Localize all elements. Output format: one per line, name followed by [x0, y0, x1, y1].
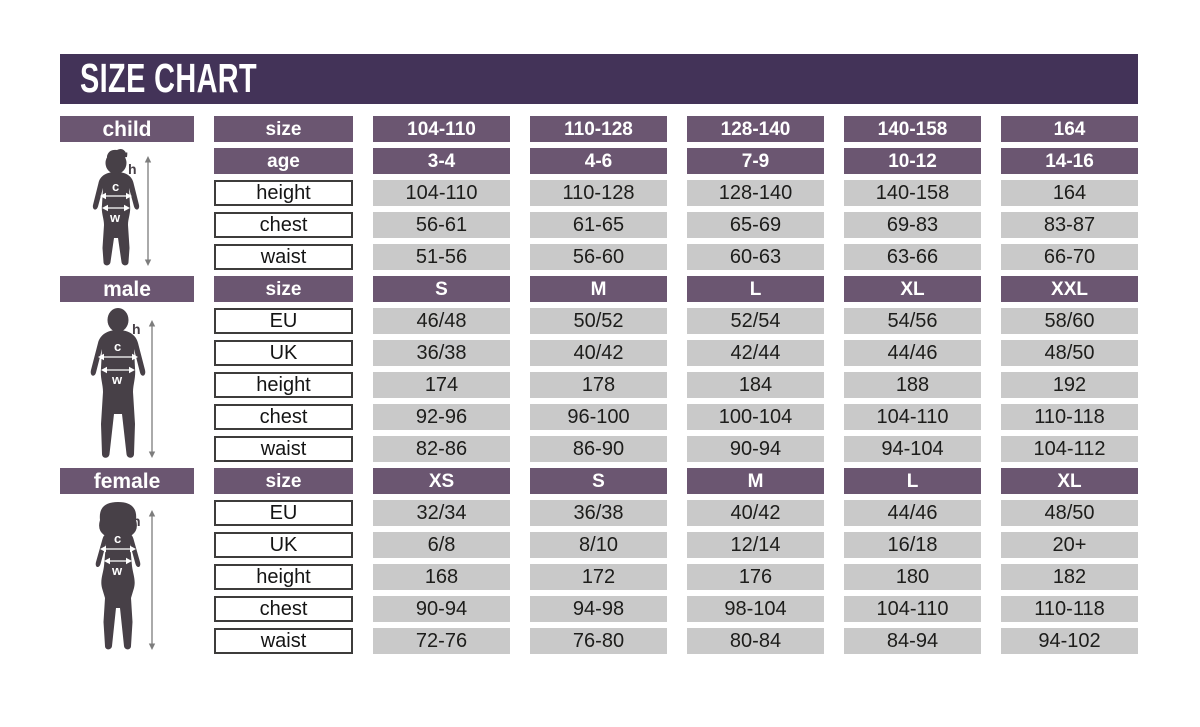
data-cell: 8/10	[530, 532, 667, 558]
size-header-cell: 140-158	[844, 116, 981, 142]
size-table-child	[60, 116, 1138, 270]
svg-text:h: h	[132, 321, 141, 337]
data-cell: 63-66	[844, 244, 981, 270]
size-header-cell: XS	[373, 468, 510, 494]
section-label-child: child	[60, 116, 194, 142]
size-table-female	[60, 468, 1138, 654]
data-cell: 42/44	[687, 340, 824, 366]
data-cell: 46/48	[373, 308, 510, 334]
data-cell: 184	[687, 372, 824, 398]
row-label-height: height	[214, 564, 353, 590]
data-cell: 72-76	[373, 628, 510, 654]
data-cell: 92-96	[373, 404, 510, 430]
svg-text:c: c	[112, 179, 120, 194]
size-row-label: size	[214, 468, 353, 494]
row-label-chest: chest	[214, 596, 353, 622]
data-cell: 20+	[1001, 532, 1138, 558]
data-cell: 76-80	[530, 628, 667, 654]
data-cell: 104-112	[1001, 436, 1138, 462]
data-cell: 178	[530, 372, 667, 398]
data-cell: 83-87	[1001, 212, 1138, 238]
title-bar	[60, 54, 1138, 104]
data-cell: 56-60	[530, 244, 667, 270]
data-cell: 40/42	[530, 340, 667, 366]
section-label-male: male	[60, 276, 194, 302]
size-header-cell: XXL	[1001, 276, 1138, 302]
data-cell: 36/38	[373, 340, 510, 366]
female-silhouette-icon	[60, 500, 194, 654]
data-cell: 56-61	[373, 212, 510, 238]
size-header-cell: 110-128	[530, 116, 667, 142]
data-cell: 182	[1001, 564, 1138, 590]
data-cell: 50/52	[530, 308, 667, 334]
row-label-age: age	[214, 148, 353, 174]
data-cell: 65-69	[687, 212, 824, 238]
row-label-uk: UK	[214, 532, 353, 558]
data-cell: 66-70	[1001, 244, 1138, 270]
data-cell: 6/8	[373, 532, 510, 558]
row-label-eu: EU	[214, 500, 353, 526]
data-cell: 168	[373, 564, 510, 590]
data-cell: 60-63	[687, 244, 824, 270]
data-cell: 94-102	[1001, 628, 1138, 654]
data-cell: 80-84	[687, 628, 824, 654]
row-label-chest: chest	[214, 404, 353, 430]
data-cell: 36/38	[530, 500, 667, 526]
data-cell: 32/34	[373, 500, 510, 526]
data-cell: 104-110	[844, 596, 981, 622]
data-cell: 90-94	[373, 596, 510, 622]
page-title: SIZE CHART	[80, 55, 258, 101]
row-label-eu: EU	[214, 308, 353, 334]
size-header-cell: L	[687, 276, 824, 302]
svg-text:h: h	[132, 513, 141, 529]
svg-text:w: w	[110, 210, 121, 225]
data-cell: 16/18	[844, 532, 981, 558]
size-header-cell: S	[373, 276, 510, 302]
child-silhouette-icon	[60, 148, 194, 270]
data-cell: 192	[1001, 372, 1138, 398]
data-cell: 58/60	[1001, 308, 1138, 334]
data-cell: 44/46	[844, 500, 981, 526]
data-cell: 44/46	[844, 340, 981, 366]
row-label-height: height	[214, 180, 353, 206]
data-cell: 48/50	[1001, 500, 1138, 526]
size-header-cell: L	[844, 468, 981, 494]
row-label-uk: UK	[214, 340, 353, 366]
size-header-cell: M	[530, 276, 667, 302]
svg-text:w: w	[112, 563, 123, 578]
size-header-cell: XL	[1001, 468, 1138, 494]
data-cell: 86-90	[530, 436, 667, 462]
svg-text:c: c	[114, 531, 122, 546]
data-cell: 40/42	[687, 500, 824, 526]
data-cell: 174	[373, 372, 510, 398]
size-row-label: size	[214, 116, 353, 142]
data-cell: 84-94	[844, 628, 981, 654]
male-silhouette-icon	[60, 308, 194, 462]
size-header-cell: 104-110	[373, 116, 510, 142]
size-header-cell: XL	[844, 276, 981, 302]
size-header-cell: S	[530, 468, 667, 494]
svg-text:c: c	[114, 339, 122, 354]
data-cell: 140-158	[844, 180, 981, 206]
data-cell: 188	[844, 372, 981, 398]
size-header-cell: 164	[1001, 116, 1138, 142]
data-cell: 110-128	[530, 180, 667, 206]
data-cell: 98-104	[687, 596, 824, 622]
row-label-waist: waist	[214, 244, 353, 270]
data-cell: 3-4	[373, 148, 510, 174]
data-cell: 7-9	[687, 148, 824, 174]
row-label-waist: waist	[214, 628, 353, 654]
size-header-cell: M	[687, 468, 824, 494]
row-label-waist: waist	[214, 436, 353, 462]
section-label-female: female	[60, 468, 194, 494]
data-cell: 94-104	[844, 436, 981, 462]
size-row-label: size	[214, 276, 353, 302]
data-cell: 128-140	[687, 180, 824, 206]
data-cell: 180	[844, 564, 981, 590]
data-cell: 164	[1001, 180, 1138, 206]
data-cell: 94-98	[530, 596, 667, 622]
data-cell: 110-118	[1001, 596, 1138, 622]
data-cell: 104-110	[844, 404, 981, 430]
data-cell: 82-86	[373, 436, 510, 462]
data-cell: 52/54	[687, 308, 824, 334]
data-cell: 96-100	[530, 404, 667, 430]
data-cell: 12/14	[687, 532, 824, 558]
data-cell: 51-56	[373, 244, 510, 270]
data-cell: 61-65	[530, 212, 667, 238]
data-cell: 100-104	[687, 404, 824, 430]
svg-text:w: w	[112, 372, 123, 387]
data-cell: 110-118	[1001, 404, 1138, 430]
data-cell: 4-6	[530, 148, 667, 174]
data-cell: 48/50	[1001, 340, 1138, 366]
size-header-cell: 128-140	[687, 116, 824, 142]
data-cell: 172	[530, 564, 667, 590]
row-label-height: height	[214, 372, 353, 398]
data-cell: 10-12	[844, 148, 981, 174]
data-cell: 90-94	[687, 436, 824, 462]
size-table-male	[60, 276, 1138, 462]
svg-text:h: h	[128, 161, 137, 177]
data-cell: 176	[687, 564, 824, 590]
row-label-chest: chest	[214, 212, 353, 238]
data-cell: 69-83	[844, 212, 981, 238]
data-cell: 14-16	[1001, 148, 1138, 174]
data-cell: 104-110	[373, 180, 510, 206]
data-cell: 54/56	[844, 308, 981, 334]
